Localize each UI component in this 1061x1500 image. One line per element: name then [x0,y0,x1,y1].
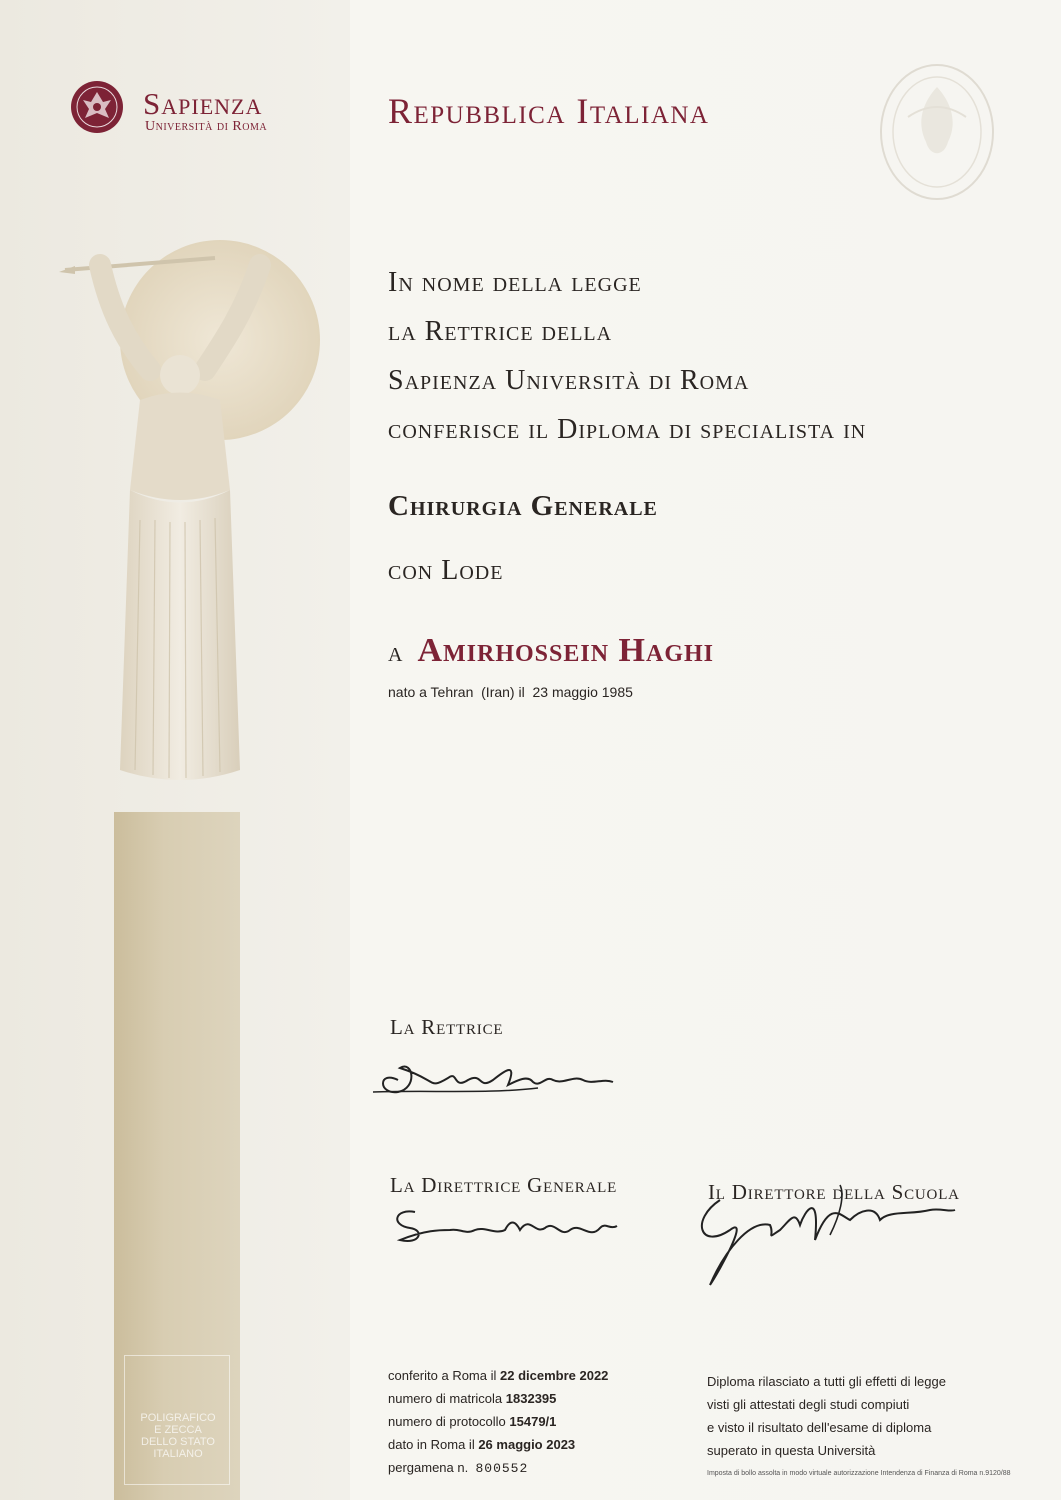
pergamena-number: 800552 [475,1461,529,1476]
direttore-label: Il Direttore della Scuola [708,1180,960,1204]
recipient-prefix: a [388,637,404,668]
diploma-honors: con Lode [388,555,504,586]
matricola-number: 1832395 [505,1391,557,1406]
pergamena-line: pergamena n. 800552 [388,1460,529,1476]
rettrice-label: La Rettrice [390,1015,504,1039]
state-printer-text: POLIGRAFICO E ZECCA DELLO STATO ITALIANO [140,1412,216,1460]
birth-details: nato a Tehran (Iran) il 23 maggio 1985 [388,684,633,700]
direttrice-signature-icon [385,1200,625,1250]
protocollo-line: numero di protocollo 15479/1 [388,1414,557,1429]
recipient-line [388,632,714,670]
declaration-line: la Rettrice della [388,316,613,347]
dato-date: 26 maggio 2023 [478,1437,576,1452]
minerva-statue-illustration [55,230,345,800]
declaration-line: conferisce il Diploma di specialista in [388,414,867,445]
declaration-text [388,258,866,454]
republic-title: Repubblica Italiana [388,91,710,131]
declaration-line: Sapienza Università di Roma [388,365,750,396]
footer-details [388,1364,608,1480]
legal-notice: Diploma rilasciato a tutti gli effetti di legge visti gli attestati degli studi compiuti e visto il risultato dell'esame di diploma superato in questa Università [707,1374,946,1458]
conferred-date: 22 dicembre 2022 [500,1368,609,1383]
conferred-line: conferito a Roma il 22 dicembre 2022 [388,1368,609,1383]
university-subtitle: Università di Roma [145,119,268,134]
stamp-duty-note: Imposta di bollo assolta in modo virtuale autorizzazione Intendenza di Finanza di Roma n.9120/88 [707,1470,1011,1477]
university-name: Sapienza [143,86,263,121]
protocollo-number: 15479/1 [509,1414,557,1429]
recipient-name: Amirhossein Haghi [417,632,714,669]
direttrice-label: La Direttrice Generale [390,1173,618,1197]
diploma-subject: Chirurgia Generale [388,490,658,522]
dato-line: dato in Roma il 26 maggio 2023 [388,1437,576,1452]
embossed-seal-icon [878,62,996,202]
sapienza-emblem-icon [70,80,124,134]
declaration-line: In nome della legge [388,267,642,298]
matricola-line: numero di matricola 1832395 [388,1391,557,1406]
rettrice-signature-icon [368,1050,618,1105]
direttore-signature-icon [680,1180,960,1290]
